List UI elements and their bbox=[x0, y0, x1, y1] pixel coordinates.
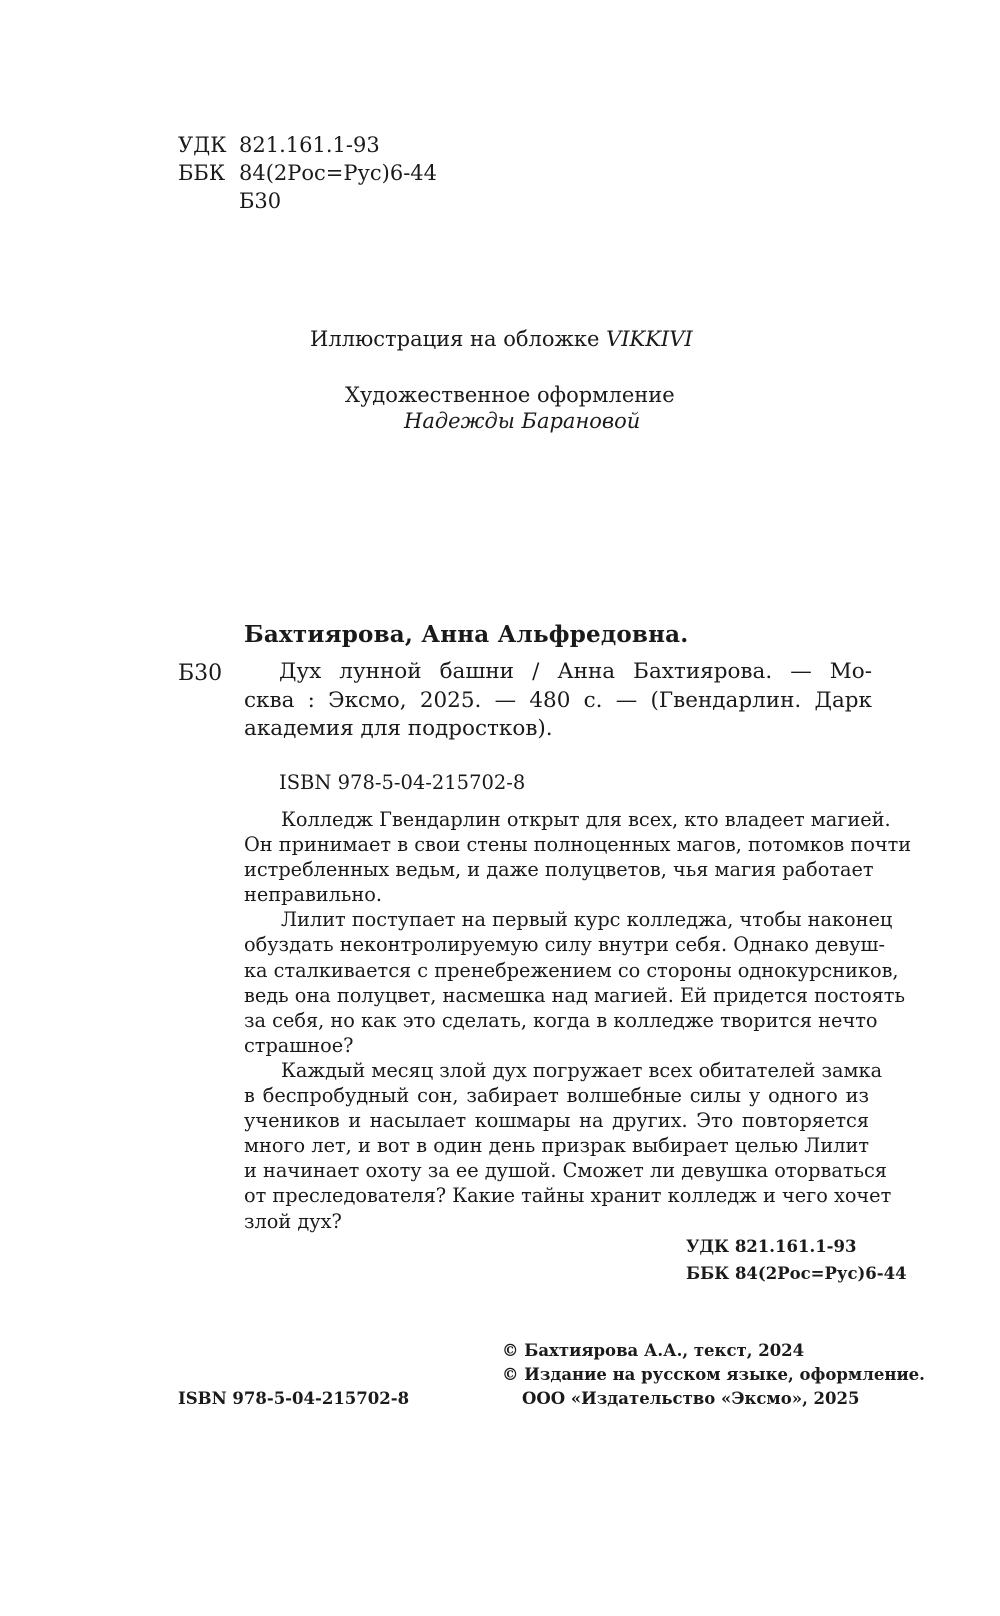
annotation-line: истребленных ведьм, и даже полуцветов, чья магия работает bbox=[244, 858, 874, 882]
annotation-line: от преследователя? Какие тайны хранит колледж и чего хочет bbox=[244, 1184, 892, 1208]
annotation-line: много лет, и вот в один день призрак выбирает целью Лилит bbox=[244, 1134, 869, 1158]
annotation-line: злой дух? bbox=[244, 1209, 342, 1233]
bbk-bottom: ББК 84(2Рос=Рус)6-44 bbox=[686, 1264, 907, 1283]
annotation-line: ведь она полуцвет, насмешка над магией. Ей придется постоять bbox=[244, 983, 905, 1007]
author-mark: Б30 bbox=[178, 661, 223, 686]
udk-bottom: УДК 821.161.1-93 bbox=[686, 1237, 857, 1256]
annotation-line: ка сталкивается с пренебрежением со стороны однокурсников, bbox=[244, 958, 899, 982]
designer-name: Надежды Барановой bbox=[404, 409, 641, 433]
illustrator-name: VIKKIVI bbox=[606, 327, 693, 351]
annotation-line: Он принимает в свои стены полноценных магов, потомков почти bbox=[244, 833, 912, 857]
design-label: Художественное оформление bbox=[345, 383, 675, 407]
bibliographic-record bbox=[244, 658, 872, 744]
udk-top bbox=[178, 132, 380, 158]
copyright-publisher: ООО «Издательство «Эксмо», 2025 bbox=[522, 1389, 860, 1408]
record-line: Дух лунной башни / Анна Бахтиярова. — Мо- bbox=[279, 659, 872, 684]
annotation bbox=[244, 807, 912, 1234]
copyright-text: © Бахтиярова А.А., текст, 2024 bbox=[502, 1341, 805, 1360]
udk-label: УДК bbox=[178, 133, 227, 157]
annotation-line: и начинает охоту за ее душой. Сможет ли девушка оторваться bbox=[244, 1159, 887, 1183]
author-heading: Бахтиярова, Анна Альфредовна. bbox=[244, 621, 689, 648]
annotation-line: страшное? bbox=[244, 1033, 354, 1057]
illustration-credit bbox=[310, 326, 693, 352]
bbk-value: 84(2Рос=Рус)6-44 bbox=[239, 161, 438, 185]
isbn-footer: ISBN 978-5-04-215702-8 bbox=[178, 1389, 410, 1408]
copyright-edition: © Издание на русском языке, оформление. bbox=[502, 1365, 925, 1384]
annotation-line: неправильно. bbox=[244, 883, 382, 907]
record-line: академия для подростков). bbox=[244, 716, 553, 741]
bbk-top bbox=[178, 160, 438, 186]
udk-value: 821.161.1-93 bbox=[239, 133, 380, 157]
annotation-line: учеников и насылает кошмары на других. Это повторяется bbox=[244, 1109, 869, 1133]
annotation-line: Лилит поступает на первый курс колледжа, чтобы наконец bbox=[281, 908, 893, 932]
annotation-line: за себя, но как это сделать, когда в колледже творится нечто bbox=[244, 1008, 878, 1032]
author-mark-top: Б30 bbox=[239, 189, 282, 213]
annotation-line: Каждый месяц злой дух погружает всех обитателей замка bbox=[281, 1058, 883, 1082]
annotation-line: Колледж Гвендарлин открыт для всех, кто владеет магией. bbox=[281, 808, 891, 831]
illustration-prefix: Иллюстрация на обложке bbox=[310, 327, 600, 351]
record-line: сква : Эксмо, 2025. — 480 с. — (Гвендарлин. Дарк bbox=[244, 687, 872, 713]
bbk-label: ББК bbox=[178, 161, 226, 185]
annotation-line: обуздать неконтролируемую силу внутри себя. Однако девуш- bbox=[244, 933, 885, 957]
isbn-record: ISBN 978-5-04-215702-8 bbox=[279, 771, 526, 794]
annotation-line: в беспробудный сон, забирает волшебные силы у одного из bbox=[244, 1084, 869, 1108]
